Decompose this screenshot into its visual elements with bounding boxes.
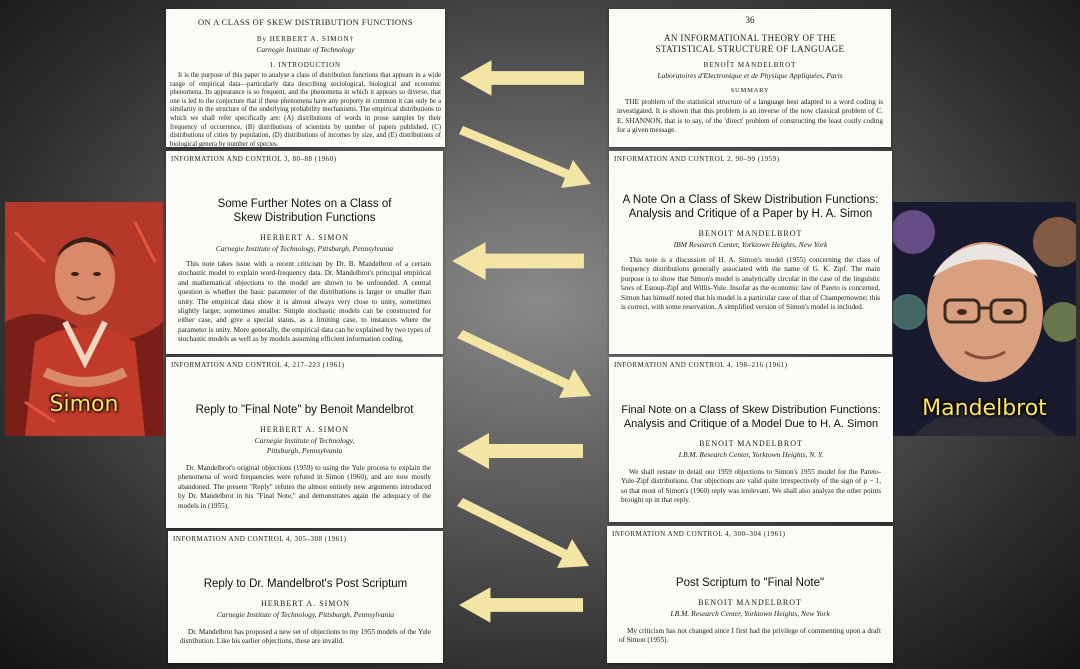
paper-title: ON A CLASS OF SKEW DISTRIBUTION FUNCTIONS [197, 17, 414, 27]
paper-journal: INFORMATION AND CONTROL 2, 90–99 (1959) [614, 155, 780, 163]
paper-author: By HERBERT A. SIMON† [256, 35, 355, 43]
paper-section-heading: I. INTRODUCTION [270, 61, 341, 69]
paper-author: HERBERT A. SIMON [261, 599, 350, 608]
paper-body: Dr. Mandelbrot has proposed a new set of objections to my 1955 models of the Yule distribution. Like his earlier objections, these are invalid. [180, 628, 431, 646]
paper-author: HERBERT A. SIMON [260, 425, 349, 434]
mandelbrot-paper-1953 [609, 9, 891, 147]
mandelbrot-paper-1961-postscript [607, 526, 893, 663]
simon-portrait [5, 202, 163, 436]
paper-affiliation: IBM Research Center, Yorktown Heights, New York [673, 240, 828, 249]
paper-title: A Note On a Class of Skew Distribution Functions: Analysis and Critique of a Paper by H. A. Simon [622, 194, 879, 220]
paper-affiliation-line2: Pittsburgh, Pennsylvania [266, 446, 343, 455]
paper-author: BENOIT MANDELBROT [698, 229, 803, 238]
paper-body: My criticism has not changed since I first had the privilege of commenting upon a draft of Simon (1955). [619, 627, 881, 645]
paper-journal: INFORMATION AND CONTROL 4, 198–216 (1961) [614, 361, 788, 369]
arrow-diagonal-down-right-icon [455, 318, 595, 402]
paper-page-number: 36 [745, 15, 755, 25]
paper-journal: INFORMATION AND CONTROL 4, 300–304 (1961) [612, 530, 786, 538]
arrow-diagonal-down-right-icon [455, 112, 595, 190]
paper-title: Post Scriptum to "Final Note" [675, 577, 825, 589]
paper-author: BENOIT MANDELBROT [699, 439, 803, 448]
mandelbrot-paper-1961-final-note [609, 357, 893, 522]
paper-journal: INFORMATION AND CONTROL 4, 305–308 (1961) [173, 535, 347, 543]
paper-title: Final Note on a Class of Skew Distribution Functions: Analysis and Critique of a Model Due to H. A. Simon [621, 404, 881, 430]
paper-affiliation-line1: Carnegie Institute of Technology, [254, 436, 355, 445]
arrow-left-icon [450, 240, 586, 282]
paper-affiliation: I.B.M. Research Center, Yorktown Heights, N. Y. [678, 450, 824, 459]
paper-author: HERBERT A. SIMON [260, 233, 349, 242]
mandelbrot-paper-1959 [609, 151, 892, 354]
paper-affiliation: I.B.M. Research Center, Yorktown Heights, New York [670, 609, 830, 618]
paper-title: Reply to Dr. Mandelbrot's Post Scriptum [203, 578, 408, 590]
paper-title: Some Further Notes on a Class of Skew Distribution Functions [217, 198, 392, 224]
paper-title: Reply to "Final Note" by Benoit Mandelbrot [195, 404, 414, 416]
paper-body: Dr. Mandelbrot's original objections (1959) to using the Yule process to explain the phenomena of word frequencies were refuted in Simon (1960), and are now mostly abandoned. The present "Reply" refutes the almost entirely new arguments introduced by Dr. Mandelbrot in his "Final Note," and demonstrates again the adequacy of the models in (1955). [178, 464, 431, 510]
paper-title: AN INFORMATIONAL THEORY OF THE STATISTICAL STRUCTURE OF LANGUAGE [655, 33, 845, 54]
paper-affiliation: Laboratoires d'Electronique et de Physique Appliquées, Paris [657, 71, 843, 80]
paper-body: THE problem of the statistical structure of a language best adapted to a word coding is investigated. It is shown that this problem is an inverse of the now classical problem of C. E. SHANNON, that is to say, of the 'direct' problem of constructing the least costly coding for a given message. [617, 98, 883, 135]
paper-body: This note takes issue with a recent criticism by Dr. B. Mandelbrot of a certain stochastic model to explain word-frequency data. Dr. Mandelbrot's principal empirical and mathematical objections to the model are shown to be unfounded. A central question is whether the basic parameter of the distributions is larger or smaller than unity. The empirical data show it is almost always very close to unity, sometimes slightly larger, sometimes smaller. Simple stochastic models can be constructed for either case, and give a special status, as a limiting case, to instances where the parameter is unity. More generally, the empirical data can be explained by two types of stochastic models as well as by models assuming efficient information coding. [178, 260, 431, 344]
paper-affiliation: Carnegie Institute of Technology, Pittsburgh, Pennsylvania [216, 610, 395, 619]
arrow-left-icon [457, 585, 585, 625]
simon-paper-1955 [166, 9, 445, 147]
paper-body: This note is a discussion of H. A. Simon's model (1955) concerning the class of frequency distributions generally associated with the name of G. K. Zipf. The main purpose is to show that Simon's model is analytically circular in the case of the linguistic laws of Estoup-Zipf and Willis-Yule. Insofar as the economic law of Pareto is concerned, Simon has himself noted that his model is a particular case of that of Champernowne; this is correct, with some reservation. A simplified version of Simon's model is included. [621, 256, 880, 312]
arrow-left-icon [458, 58, 586, 98]
simon-paper-1961-postscript-reply [168, 531, 443, 663]
paper-body: It is the purpose of this paper to analyse a class of distribution functions that appears in a wide range of empirical data—particularly data describing sociological, biological and economic phenomena. Its appearance is so frequent, and the phenomena in which it appears so diverse, that one is led to the conjecture that if these phenomena have any property in common it can only be a similarity in the structure of the underlying probability mechanisms. The empirical distributions to which we shall refer specifically are: (A) distributions of words in prose samples by their frequency of occurrence, (B) distributions of scientists by number of papers published, (C) distributions of cities by population, (D) distributions of incomes by size, and (E) distributions of biological genera by number of species. [170, 72, 441, 147]
paper-affiliation: Carnegie Institute of Technology, Pittsburgh, Pennsylvania [215, 244, 394, 253]
paper-author: BENOIT MANDELBROT [698, 598, 802, 607]
paper-affiliation: Carnegie Institute of Technology [256, 45, 355, 54]
mandelbrot-label: Mandelbrot [922, 396, 1047, 421]
simon-paper-1960 [166, 151, 443, 354]
paper-author: BENOÎT MANDELBROT [703, 61, 797, 69]
paper-body: We shall restate in detail our 1959 objections to Simon's 1955 model for the Pareto-Yule-Zipf distributions. Our objections are valid quite irrespectively of the sign of ρ − 1, so that most of Simon's (1960) reply was irrelevant. We shall also analyze the other points brought up in that reply. [621, 468, 881, 505]
mandelbrot-portrait [893, 202, 1076, 436]
simon-label: Simon [49, 392, 119, 417]
simon-paper-1961-reply [166, 357, 443, 528]
paper-journal: INFORMATION AND CONTROL 4, 217–223 (1961) [171, 361, 345, 369]
arrow-left-icon [455, 431, 585, 471]
paper-journal: INFORMATION AND CONTROL 3, 80–88 (1960) [171, 155, 337, 163]
paper-summary-heading: SUMMARY [730, 87, 770, 94]
arrow-diagonal-down-right-icon [455, 486, 593, 572]
